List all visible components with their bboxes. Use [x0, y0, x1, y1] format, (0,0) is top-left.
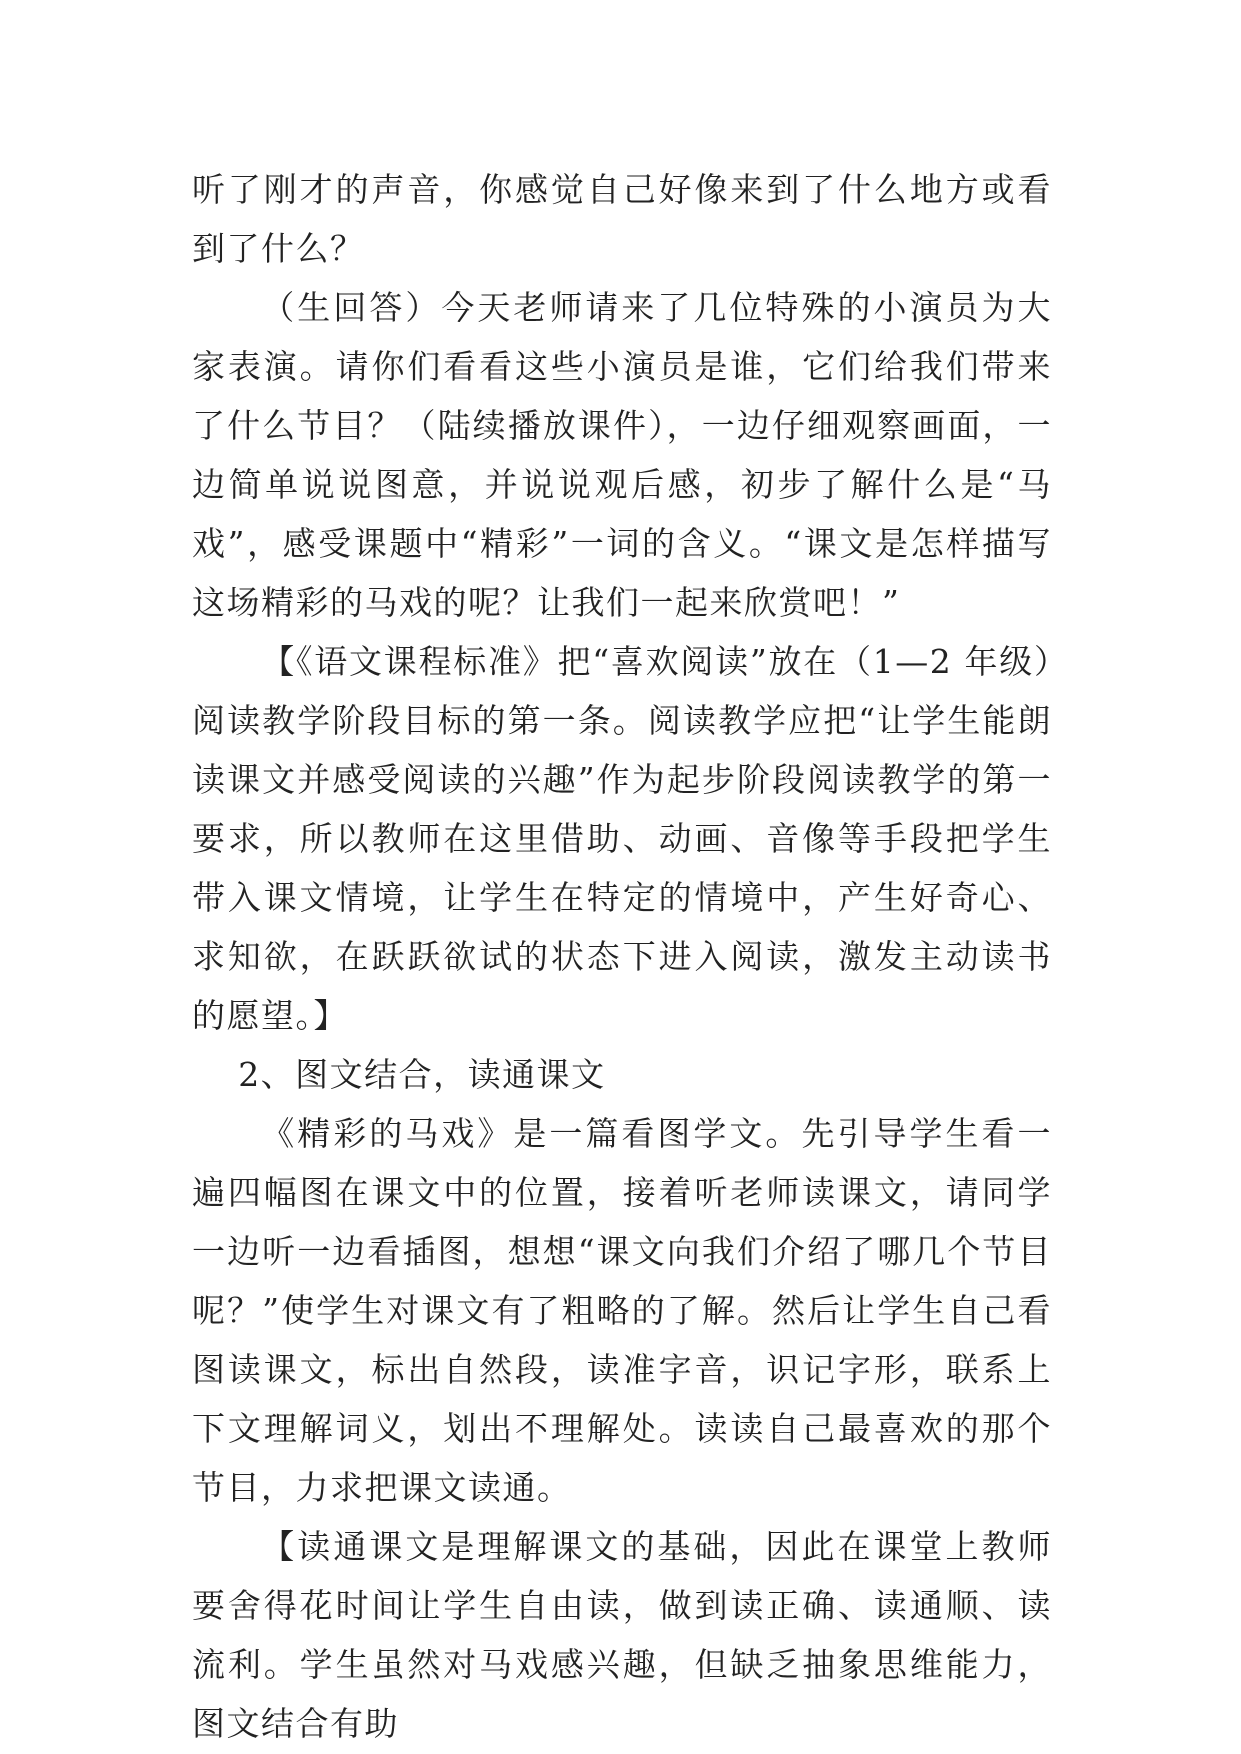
paragraph-reading-method: 《精彩的马戏》是一篇看图学文。先引导学生看一遍四幅图在课文中的位置，接着听老师读课文，请同学一边听一边看插图，想想“课文向我们介绍了哪几个节目呢？”使学生对课文有了粗略的了解。然后让学生自己看图读课文，标出自然段，读准字音，识记字形，联系上下文理解词义，划出不理解处。读读自己最喜欢的那个节目，力求把课文读通。	[192, 1114, 1052, 1507]
section-heading: 2、图文结合，读通课文	[238, 1055, 606, 1094]
paragraph-continuation: 听了刚才的声音，你感觉自己好像来到了什么地方或看到了什么？	[192, 170, 1052, 268]
paragraph-curriculum-note: 【《语文课程标准》把“喜欢阅读”放在（1—2 年级）阅读教学阶段目标的第一条。阅读教学应把“让学生能朗读课文并感受阅读的兴趣”作为起步阶段阅读教学的第一要求，所以教师在这里借助、动画、音像等手段把学生带入课文情境，让学生在特定的情境中，产生好奇心、求知欲，在跃跃欲试的状态下进入阅读，激发主动读书的愿望。】	[192, 642, 1052, 1035]
paragraph-student-answer: （生回答）今天老师请来了几位特殊的小演员为大家表演。请你们看看这些小演员是谁，它们给我们带来了什么节目？（陆续播放课件），一边仔细观察画面，一边简单说说图意，并说说观后感，初步了解什么是“马戏”，感受课题中“精彩”一词的含义。“课文是怎样描写这场精彩的马戏的呢？让我们一起来欣赏吧！”	[192, 288, 1052, 622]
document-body	[192, 160, 1052, 1753]
paragraph-reading-note: 【读通课文是理解课文的基础，因此在课堂上教师要舍得花时间让学生自由读，做到读正确、读通顺、读流利。学生虽然对马戏感兴趣，但缺乏抽象思维能力，图文结合有助	[192, 1527, 1052, 1743]
